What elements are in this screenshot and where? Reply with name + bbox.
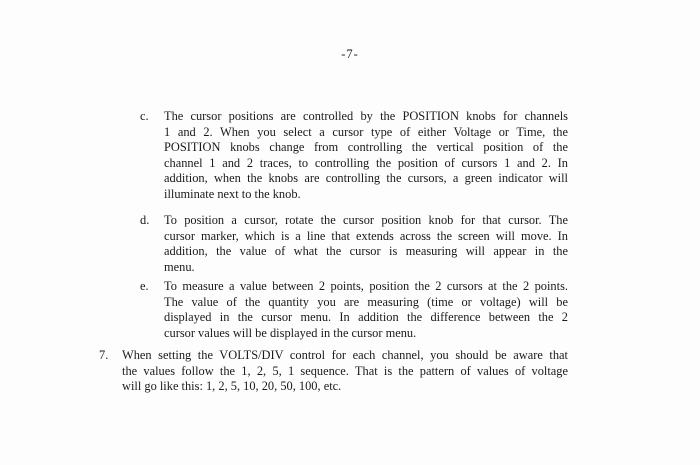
- text-line: POSITION knobs change from controlling the vertical position of the: [164, 140, 568, 155]
- numbered-item-7: [99, 348, 568, 395]
- text-line: To measure a value between 2 points, position the 2 cursors at the 2 points.: [164, 279, 568, 293]
- text-line: the values follow the 1, 2, 5, 1 sequence. That is the pattern of values of voltage: [122, 363, 568, 378]
- text-line: displayed in the cursor menu. In addition the difference between the 2: [164, 310, 568, 325]
- list-marker: c.: [140, 109, 149, 123]
- list-item-text: [164, 213, 568, 275]
- list-item-text: [122, 348, 568, 395]
- list-item-c: [140, 109, 568, 203]
- page-number: -7-: [341, 47, 359, 61]
- list-marker: 7.: [99, 348, 109, 362]
- text-line: addition, the value of what the cursor is measuring will appear in the: [164, 244, 568, 259]
- text-line: menu.: [164, 259, 195, 274]
- list-item-d: [140, 213, 568, 275]
- text-line: The cursor positions are controlled by the POSITION knobs for channels: [164, 109, 568, 123]
- list-item-text: [164, 109, 568, 203]
- text-line: will go like this: 1, 2, 5, 10, 20, 50, 100, etc.: [122, 379, 342, 394]
- list-marker: e.: [140, 279, 149, 293]
- list-marker: d.: [140, 213, 150, 227]
- text-line: The value of the quantity you are measuring (time or voltage) will be: [164, 294, 568, 309]
- text-line: cursor values will be displayed in the cursor menu.: [164, 325, 417, 340]
- text-line: To position a cursor, rotate the cursor position knob for that cursor. The: [164, 213, 568, 227]
- text-line: When setting the VOLTS/DIV control for each channel, you should be aware that: [122, 348, 568, 362]
- text-line: illuminate next to the knob.: [164, 186, 301, 201]
- text-line: cursor marker, which is a line that extends across the screen will move. In: [164, 228, 568, 243]
- text-line: 1 and 2. When you select a cursor type of either Voltage or Time, the: [164, 124, 568, 139]
- text-line: addition, when the knobs are controlling the cursors, a green indicator will: [164, 171, 568, 186]
- list-item-text: [164, 279, 568, 341]
- list-item-e: [140, 279, 568, 341]
- text-line: channel 1 and 2 traces, to controlling the position of cursors 1 and 2. In: [164, 155, 568, 170]
